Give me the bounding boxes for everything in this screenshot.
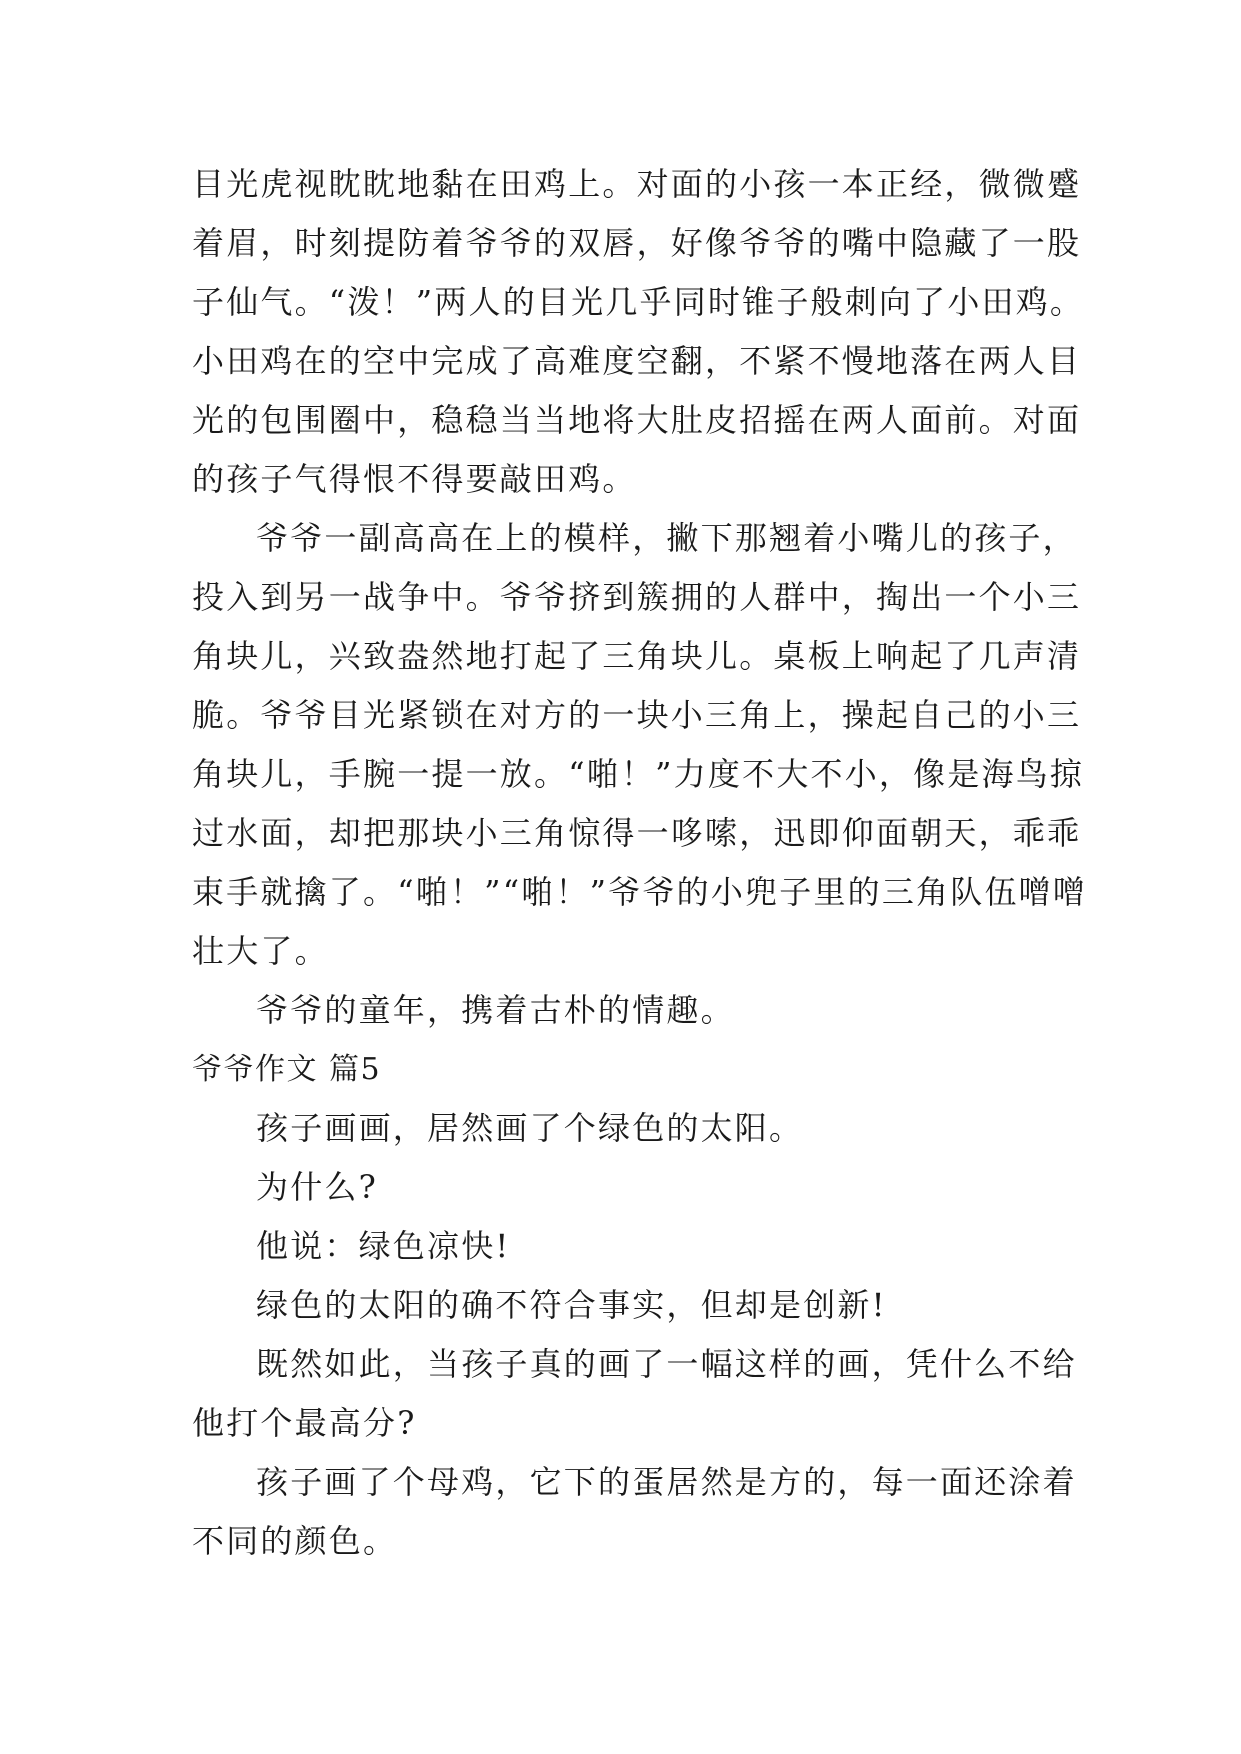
section-heading: 爷爷作文 篇5	[192, 1052, 382, 1087]
text-line: 为什么?	[256, 1168, 378, 1206]
text-line: 他说：绿色凉快!	[256, 1227, 511, 1265]
text-line: 束手就擒了。“啪！”“啪！”爷爷的小兜子里的三角队伍噌噌	[192, 873, 1088, 911]
text-line: 小田鸡在的空中完成了高难度空翻，不紧不慢地落在两人目	[192, 342, 1082, 380]
text-line: 爷爷一副高高在上的模样，撇下那翘着小嘴儿的孩子，	[256, 519, 1077, 557]
text-line: 绿色的太阳的确不符合事实，但却是创新!	[256, 1286, 887, 1324]
text-line: 脆。爷爷目光紧锁在对方的一块小三角上，操起自己的小三	[192, 696, 1082, 734]
text-line: 他打个最高分?	[192, 1404, 417, 1442]
text-line: 不同的颜色。	[192, 1522, 398, 1560]
text-line: 孩子画画，居然画了个绿色的太阳。	[256, 1109, 804, 1147]
text-line: 着眉，时刻提防着爷爷的双唇，好像爷爷的嘴中隐藏了一股	[192, 224, 1082, 262]
text-line: 既然如此，当孩子真的画了一幅这样的画，凭什么不给	[256, 1345, 1077, 1383]
text-line: 光的包围圈中，稳稳当当地将大肚皮招摇在两人面前。对面	[192, 401, 1082, 439]
text-line: 投入到另一战争中。爷爷挤到簇拥的人群中，掏出一个小三	[192, 578, 1082, 616]
text-line: 角块儿，手腕一提一放。“啪！”力度不大不小，像是海鸟掠	[192, 755, 1085, 793]
text-line: 孩子画了个母鸡，它下的蛋居然是方的，每一面还涂着	[256, 1463, 1077, 1501]
text-line: 子仙气。“泼！”两人的目光几乎同时锥子般刺向了小田鸡。	[192, 283, 1085, 321]
essay-body	[192, 155, 1088, 1571]
text-line: 角块儿，兴致盎然地打起了三角块儿。桌板上响起了几声清	[192, 637, 1082, 675]
text-line: 壮大了。	[192, 932, 329, 970]
text-line: 的孩子气得恨不得要敲田鸡。	[192, 460, 637, 498]
text-line: 爷爷的童年，携着古朴的情趣。	[256, 991, 735, 1029]
text-line: 过水面，却把那块小三角惊得一哆嗦，迅即仰面朝天，乖乖	[192, 814, 1082, 852]
text-line: 目光虎视眈眈地黏在田鸡上。对面的小孩一本正经，微微蹙	[192, 165, 1082, 203]
